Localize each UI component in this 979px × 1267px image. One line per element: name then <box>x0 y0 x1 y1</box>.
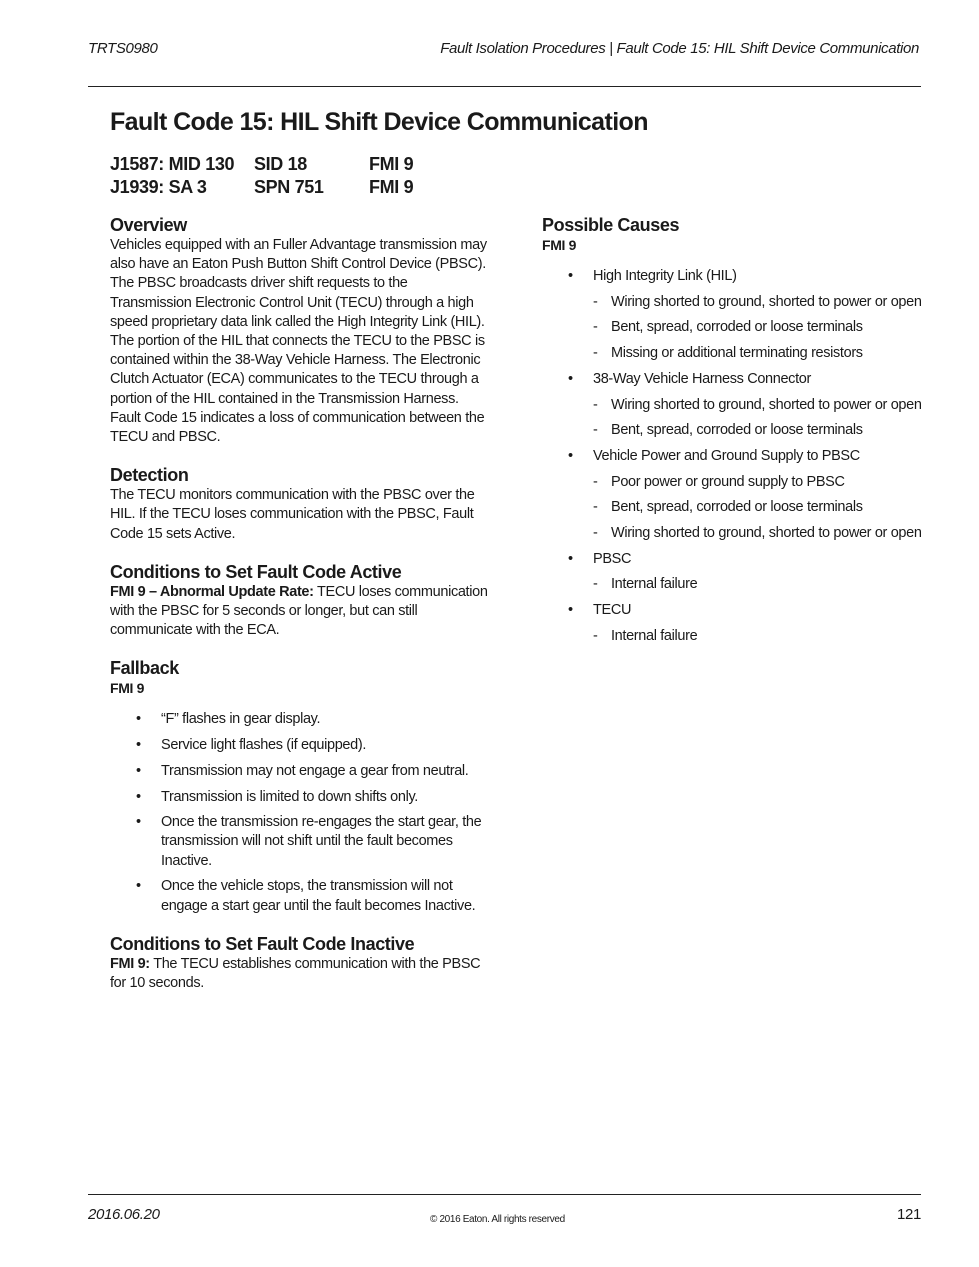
cause-sublist <box>593 627 922 646</box>
detection-section <box>110 464 488 544</box>
cause-item <box>542 370 922 441</box>
list-item <box>110 710 488 729</box>
dash-icon: - <box>593 345 598 362</box>
bullet-icon: • <box>568 602 573 619</box>
bullet-icon: • <box>136 762 141 779</box>
bullet-icon: • <box>568 268 573 284</box>
list-item <box>110 877 488 915</box>
overview-text: Vehicles equipped with an Fuller Advantage transmission may also have an Eaton Push Button Shift Control Device (PBSC). The PBSC broadcasts driver shift requests to the Transmission Electronic Control Unit (TECU) through a high speed proprietary data link called the High Integrity Link (HIL). The portion of the HIL that connects the TECU to the PBSC is contained within the 38-Way Vehicle Harness. The Electronic Clutch Actuator (ECA) communicates to the TECU through a portion of the HIL contained in the Transmission Harness. Fault Code 15 indicates a loss of communication between the TECU and PBSC. <box>110 237 487 446</box>
dash-icon: - <box>593 293 598 310</box>
page-number: 121 <box>897 1206 921 1223</box>
cause-item <box>542 601 922 646</box>
page-title: Fault Code 15: HIL Shift Device Communication <box>110 108 648 136</box>
code-protocol: J1587: MID 130 <box>110 154 235 174</box>
list-item <box>110 736 488 755</box>
list-item-text: Once the vehicle stops, the transmission will not engage a start gear until the fault becomes Inactive. <box>161 878 476 914</box>
dash-icon: - <box>593 396 598 413</box>
right-column <box>542 214 922 653</box>
footer-copyright: © 2016 Eaton. All rights reserved <box>430 1214 565 1225</box>
dash-icon: - <box>593 422 598 439</box>
bullet-icon: • <box>568 370 573 387</box>
dash-icon: - <box>593 576 598 593</box>
dash-icon: - <box>593 627 598 644</box>
left-column <box>110 214 488 1010</box>
detection-heading: Detection <box>110 465 189 486</box>
header-divider <box>88 86 921 87</box>
document-id: TRTS0980 <box>88 40 158 57</box>
cause-label: PBSC <box>593 550 632 567</box>
sub-item <box>593 293 922 312</box>
overview-section <box>110 214 488 447</box>
list-item <box>110 813 488 871</box>
cause-label: Vehicle Power and Ground Supply to PBSC <box>593 447 860 464</box>
cause-sublist <box>593 473 922 544</box>
bullet-icon: • <box>136 814 141 831</box>
sub-item-text: Poor power or ground supply to PBSC <box>611 473 845 490</box>
sub-item <box>593 396 922 415</box>
sub-item-text: Wiring shorted to ground, shorted to power or open <box>611 396 922 413</box>
bullet-icon: • <box>136 737 141 754</box>
inactive-conditions-lead: FMI 9: <box>110 955 150 972</box>
active-conditions-lead: FMI 9 – Abnormal Update Rate: <box>110 583 314 600</box>
sub-item-text: Missing or additional terminating resistors <box>611 345 863 362</box>
list-item-text: “F” flashes in gear display. <box>161 711 321 728</box>
sub-item-text: Bent, spread, corroded or loose terminals <box>611 499 863 516</box>
sub-item <box>593 575 922 594</box>
possible-causes-fmi-label: FMI 9 <box>542 237 577 253</box>
possible-causes-list <box>542 267 922 646</box>
bullet-icon: • <box>136 711 141 728</box>
cause-sublist <box>593 293 922 364</box>
cause-label: 38-Way Vehicle Harness Connector <box>593 370 811 387</box>
sub-item <box>593 421 922 440</box>
code-fmi: FMI 9 <box>369 177 414 197</box>
list-item-text: Service light flashes (if equipped). <box>161 737 367 754</box>
sub-item <box>593 344 922 363</box>
section-header: Fault Isolation Procedures | Fault Code 15: HIL Shift Device Communication <box>440 40 919 57</box>
footer-divider <box>88 1194 921 1195</box>
cause-item <box>542 447 922 543</box>
list-item-text: Transmission is limited to down shifts only. <box>161 788 418 805</box>
code-fmi: FMI 9 <box>369 154 414 174</box>
code-row-j1587 <box>110 154 429 177</box>
inactive-conditions-section <box>110 933 488 993</box>
dash-icon: - <box>593 319 598 336</box>
dash-icon: - <box>593 499 598 516</box>
dash-icon: - <box>593 473 598 490</box>
fallback-heading: Fallback <box>110 658 179 679</box>
list-item-text: Once the transmission re-engages the start gear, the transmission will not shift until the fault becomes Inactive. <box>161 814 482 869</box>
fallback-list <box>110 710 488 915</box>
bullet-icon: • <box>136 878 141 895</box>
active-conditions-text <box>110 583 488 641</box>
code-row-j1939 <box>110 177 429 200</box>
cause-sublist <box>593 396 922 441</box>
inactive-conditions-text <box>110 955 488 993</box>
cause-label: TECU <box>593 602 632 619</box>
sub-item-text: Bent, spread, corroded or loose terminals <box>611 422 863 439</box>
inactive-conditions-heading: Conditions to Set Fault Code Inactive <box>110 933 415 954</box>
sub-item-text: Wiring shorted to ground, shorted to power or open <box>611 293 922 310</box>
possible-causes-heading: Possible Causes <box>542 215 680 235</box>
active-conditions-section <box>110 561 488 641</box>
list-item-text: Transmission may not engage a gear from neutral. <box>161 762 469 779</box>
dash-icon: - <box>593 525 598 542</box>
code-protocol: J1939: SA 3 <box>110 177 207 197</box>
bullet-icon: • <box>568 447 573 464</box>
inactive-conditions-body: The TECU establishes communication with the PBSC for 10 seconds. <box>110 955 481 991</box>
cause-label: High Integrity Link (HIL) <box>593 268 737 284</box>
sub-item <box>593 318 922 337</box>
sub-item <box>593 627 922 646</box>
fault-code-table <box>110 154 429 200</box>
sub-item-text: Internal failure <box>611 576 698 593</box>
active-conditions-heading: Conditions to Set Fault Code Active <box>110 561 402 582</box>
footer-date: 2016.06.20 <box>88 1206 160 1223</box>
fallback-section <box>110 657 488 915</box>
overview-heading: Overview <box>110 215 187 235</box>
code-id: SID 18 <box>254 154 307 174</box>
bullet-icon: • <box>136 788 141 805</box>
sub-item-text: Wiring shorted to ground, shorted to power or open <box>611 525 922 542</box>
sub-item <box>593 524 922 543</box>
cause-item <box>542 550 922 595</box>
list-item <box>110 762 488 781</box>
detection-text: The TECU monitors communication with the PBSC over the HIL. If the TECU loses communication with the PBSC, Fault Code 15 sets Active. <box>110 487 475 542</box>
list-item <box>110 788 488 807</box>
fallback-fmi-label: FMI 9 <box>110 680 145 697</box>
code-id: SPN 751 <box>254 177 324 197</box>
sub-item <box>593 473 922 492</box>
bullet-icon: • <box>568 550 573 567</box>
active-conditions-body: TECU loses communication with the PBSC for 5 seconds or longer, but can still communicate with the ECA. <box>110 583 488 639</box>
cause-sublist <box>593 575 922 594</box>
sub-item-text: Internal failure <box>611 627 698 644</box>
sub-item <box>593 498 922 517</box>
sub-item-text: Bent, spread, corroded or loose terminals <box>611 319 863 336</box>
cause-item <box>542 267 922 363</box>
